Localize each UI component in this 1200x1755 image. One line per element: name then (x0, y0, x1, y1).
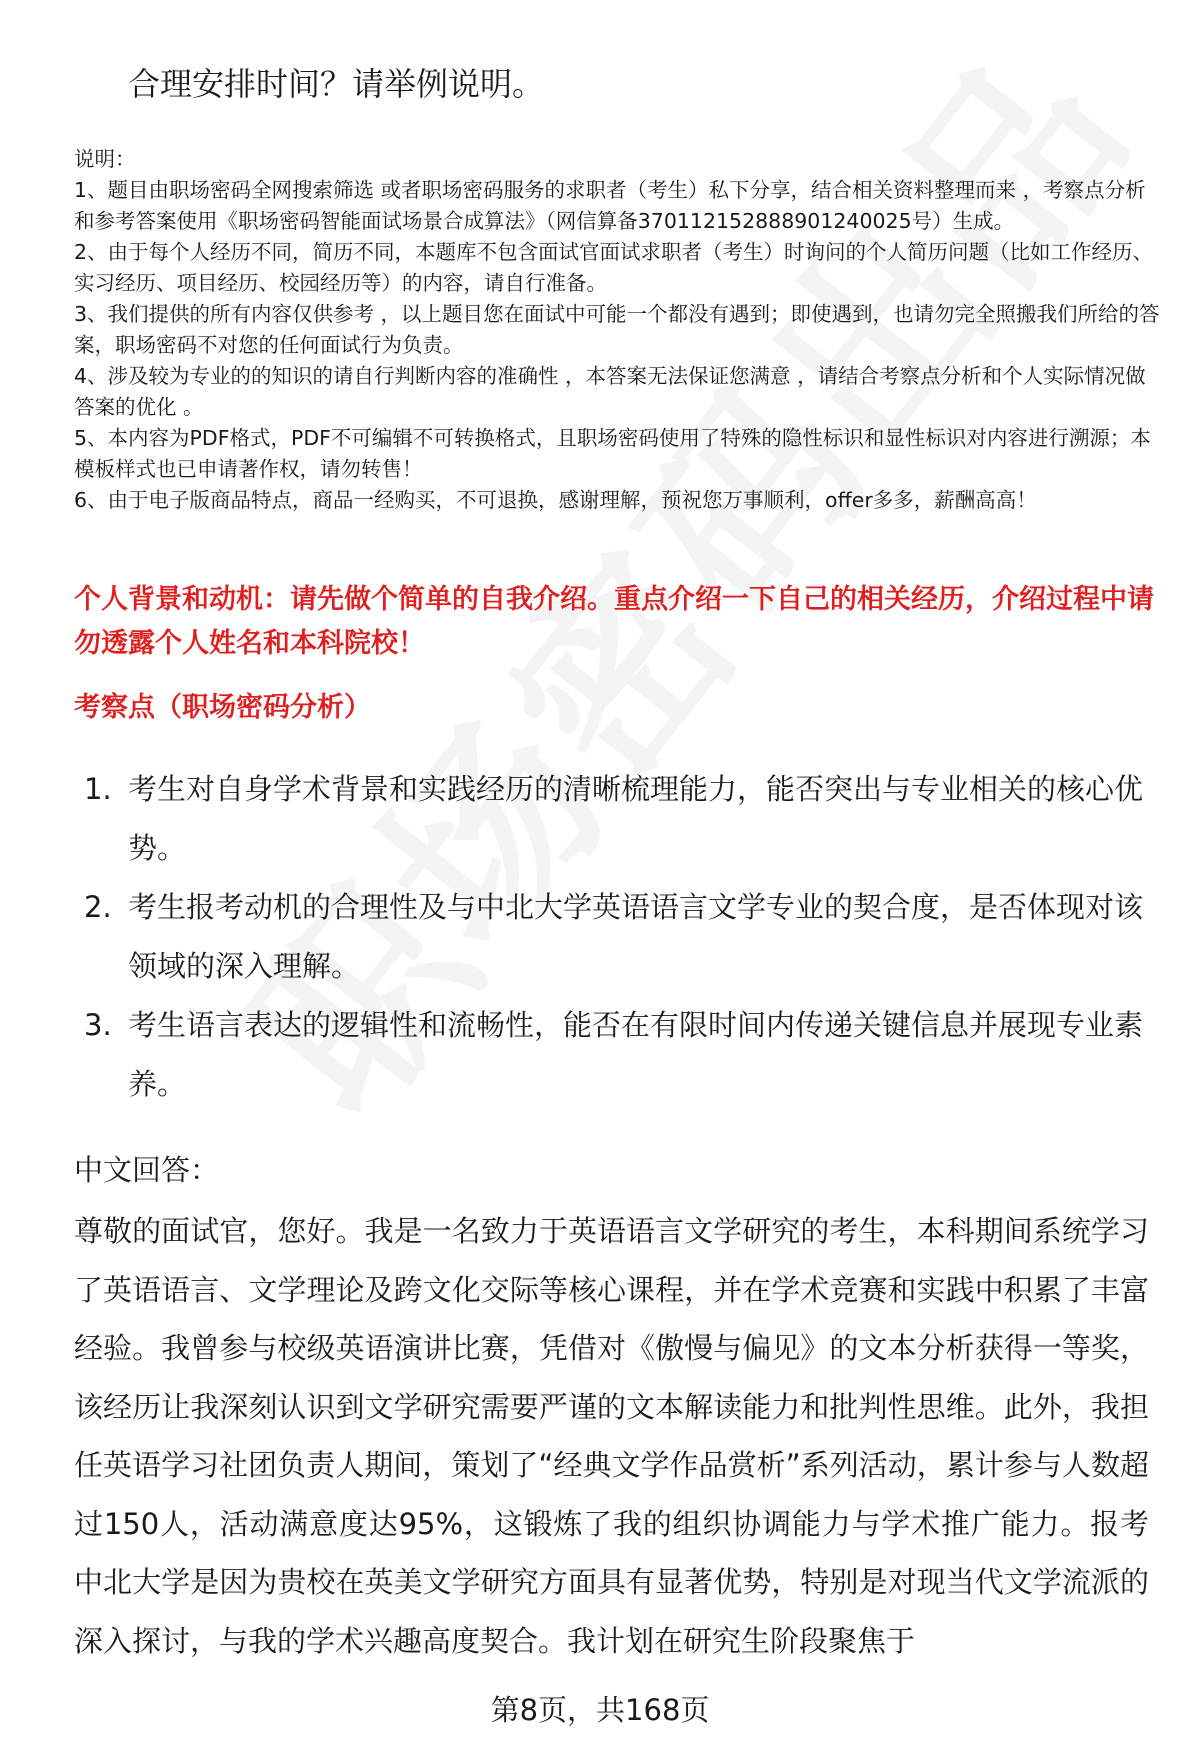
point-text: 考生对自身学术背景和实践经历的清晰梳理能力，能否突出与专业相关的核心优势。 (128, 772, 1144, 865)
interview-question: 个人背景和动机：请先做个简单的自我介绍。重点介绍一下自己的相关经历，介绍过程中请勿透露个人姓名和本科院校！ (74, 584, 1154, 659)
note-item-3: 3、我们提供的所有内容仅供参考 ，以上题目您在面试中可能一个都没有遇到；即使遇到，也请勿完全照搬我们所给的答案，职场密码不对您的任何面试行为负责。 (74, 302, 1160, 357)
note-item-6: 6、由于电子版商品特点，商品一经购买，不可退换，感谢理解，预祝您万事顺利，offer多多，薪酬高高！ (74, 488, 1037, 512)
point-number: 3. (84, 1008, 112, 1042)
analysis-point (84, 996, 1154, 1114)
analysis-points-list (84, 760, 1154, 1114)
note-item-1: 1、题目由职场密码全网搜索筛选 或者职场密码服务的求职者（考生）私下分享，结合相关资料整理而来 ，考察点分析和参考答案使用《职场密码智能面试场景合成算法》（网信算备370112152888901240025号）生成。 (74, 178, 1146, 233)
analysis-point (84, 760, 1154, 878)
note-item-2: 2、由于每个人经历不同，简历不同，本题库不包含面试官面试求职者（考生）时询问的个人简历问题（比如工作经历、实习经历、项目经历、校园经历等）的内容，请自行准备。 (74, 240, 1154, 295)
disclaimer-notes (74, 144, 1164, 516)
continued-question-text: 合理安排时间？请举例说明。 (128, 65, 545, 103)
point-text: 考生语言表达的逻辑性和流畅性，能否在有限时间内传递关键信息并展现专业素养。 (128, 1008, 1144, 1101)
point-text: 考生报考动机的合理性及与中北大学英语语言文学专业的契合度，是否体现对该领域的深入理解。 (128, 890, 1144, 983)
analysis-heading: 考察点（职场密码分析） (74, 692, 371, 723)
point-number: 1. (84, 772, 112, 806)
answer-body: 尊敬的面试官，您好。我是一名致力于英语语言文学研究的考生，本科期间系统学习了英语语言、文学理论及跨文化交际等核心课程，并在学术竞赛和实践中积累了丰富经验。我曾参与校级英语演讲比赛，凭借对《傲慢与偏见》的文本分析获得一等奖，该经历让我深刻认识到文学研究需要严谨的文本解读能力和批判性思维。此外，我担任英语学习社团负责人期间，策划了“经典文学作品赏析”系列活动，累计参与人数超过150人，活动满意度达95%，这锻炼了我的组织协调能力与学术推广能力。报考中北大学是因为贵校在英美文学研究方面具有显著优势，特别是对现当代文学流派的深入探讨，与我的学术兴趣高度契合。我计划在研究生阶段聚焦于 (74, 1214, 1149, 1658)
answer-label: 中文回答： (74, 1153, 220, 1187)
notes-title: 说明： (74, 147, 136, 171)
note-item-5: 5、本内容为PDF格式，PDF不可编辑不可转换格式，且职场密码使用了特殊的隐性标识和显性标识对内容进行溯源；本模板样式也已申请著作权，请勿转售！ (74, 426, 1151, 481)
analysis-point (84, 878, 1154, 996)
point-number: 2. (84, 890, 112, 924)
note-item-4: 4、涉及较为专业的的知识的请自行判断内容的准确性 ，本答案无法保证您满意 ，请结合考察点分析和个人实际情况做答案的优化 。 (74, 364, 1146, 419)
page-footer: 第8页，共168页 (490, 1693, 710, 1727)
